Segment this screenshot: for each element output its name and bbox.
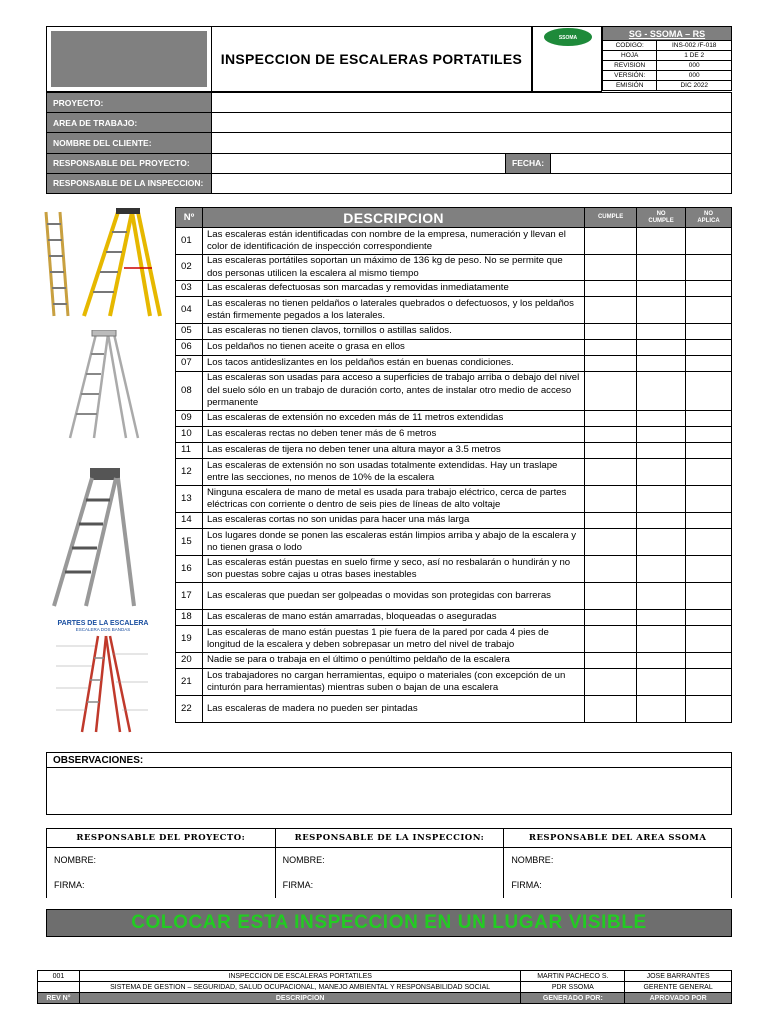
item-description: Las escaleras que puedan ser golpeadas o movidas son protegidas con barreras	[202, 583, 584, 610]
cumple-checkbox[interactable]	[585, 610, 637, 626]
cumple-checkbox[interactable]	[585, 626, 637, 653]
cliente-field[interactable]	[212, 133, 732, 153]
no-aplica-checkbox[interactable]	[686, 669, 732, 696]
no-cumple-checkbox[interactable]	[637, 486, 686, 513]
item-number: 05	[176, 324, 203, 340]
cumple-checkbox[interactable]	[585, 669, 637, 696]
approved-by-header: APROVADO POR	[625, 993, 732, 1004]
no-aplica-checkbox[interactable]	[686, 443, 732, 459]
checklist-row	[176, 653, 732, 669]
footer-description: INSPECCION DE ESCALERAS PORTATILES	[79, 971, 521, 982]
no-aplica-header: NO APLICA	[686, 208, 732, 228]
no-cumple-checkbox[interactable]	[637, 556, 686, 583]
generated-by-role: PDR SSOMA	[521, 982, 625, 993]
checklist-row	[176, 556, 732, 583]
no-aplica-checkbox[interactable]	[686, 324, 732, 340]
cumple-checkbox[interactable]	[585, 281, 637, 297]
system-title: SG - SSOMA – RS	[603, 27, 732, 41]
sign-col-proyecto: RESPONSABLE DEL PROYECTO:	[47, 829, 276, 848]
item-number: 01	[176, 228, 203, 255]
checklist-row	[176, 324, 732, 340]
item-description: Ninguna escalera de mano de metal es usada para trabajo eléctrico, cerca de partes eléctricas con corriente o dentro de seis pies de líneas de alto voltaje	[202, 486, 584, 513]
no-aplica-checkbox[interactable]	[686, 696, 732, 723]
no-cumple-checkbox[interactable]	[637, 356, 686, 372]
responsable-inspeccion-label: RESPONSABLE DE LA INSPECCION:	[47, 173, 212, 193]
no-cumple-checkbox[interactable]	[637, 459, 686, 486]
observations-box[interactable]	[46, 752, 732, 815]
visibility-banner: COLOCAR ESTA INSPECCION EN UN LUGAR VISIBLE	[46, 909, 732, 937]
sign-col-inspeccion: RESPONSABLE DE LA INSPECCION:	[275, 829, 504, 848]
cliente-label: NOMBRE DEL CLIENTE:	[47, 133, 212, 153]
no-aplica-checkbox[interactable]	[686, 281, 732, 297]
no-aplica-checkbox[interactable]	[686, 356, 732, 372]
no-cumple-checkbox[interactable]	[637, 443, 686, 459]
no-aplica-checkbox[interactable]	[686, 427, 732, 443]
item-description: Las escaleras defectuosas son marcadas y removidas inmediatamente	[202, 281, 584, 297]
approved-by-name: JOSE BARRANTES	[625, 971, 732, 982]
fecha-field[interactable]	[551, 153, 732, 173]
cumple-checkbox[interactable]	[585, 324, 637, 340]
proyecto-label: PROYECTO:	[47, 93, 212, 113]
cumple-checkbox[interactable]	[585, 486, 637, 513]
item-number: 20	[176, 653, 203, 669]
checklist-row	[176, 459, 732, 486]
firma-field-proyecto[interactable]: FIRMA:	[47, 873, 276, 898]
item-number: 13	[176, 486, 203, 513]
checklist-row	[176, 669, 732, 696]
responsable-proyecto-field[interactable]	[212, 153, 506, 173]
no-aplica-checkbox[interactable]	[686, 529, 732, 556]
item-description: Las escaleras rectas no deben tener más de 6 metros	[202, 427, 584, 443]
signature-table	[46, 828, 732, 898]
no-cumple-checkbox[interactable]	[637, 513, 686, 529]
cumple-checkbox[interactable]	[585, 372, 637, 411]
no-cumple-checkbox[interactable]	[637, 340, 686, 356]
nombre-field-proyecto[interactable]: NOMBRE:	[47, 848, 276, 873]
revision-footer-table	[37, 970, 732, 1004]
no-cumple-checkbox[interactable]	[637, 372, 686, 411]
checklist-row	[176, 610, 732, 626]
item-number: 19	[176, 626, 203, 653]
item-number: 06	[176, 340, 203, 356]
responsable-inspeccion-field[interactable]	[212, 173, 732, 193]
no-aplica-checkbox[interactable]	[686, 372, 732, 411]
svg-text:SSOMA: SSOMA	[558, 35, 578, 41]
item-number: 09	[176, 411, 203, 427]
code-row: REVISION 000	[603, 61, 732, 71]
company-logo	[532, 26, 602, 92]
item-description: Las escaleras de mano están puestas 1 pie fuera de la pared por cada 4 pies de longitud de la escalera y deben sobrepasar un metro del nivel de trabajo	[202, 626, 584, 653]
cumple-checkbox[interactable]	[585, 513, 637, 529]
item-description: Las escaleras son usadas para acceso a superficies de trabajo arriba o debajo del nivel del suelo sólo en un trabajo de duración corto, antes de instalar otro medio de acceso permanente	[202, 372, 584, 411]
cumple-checkbox[interactable]	[585, 459, 637, 486]
item-number: 15	[176, 529, 203, 556]
checklist-row	[176, 513, 732, 529]
num-header: Nº	[176, 208, 203, 228]
cumple-checkbox[interactable]	[585, 340, 637, 356]
cumple-checkbox[interactable]	[585, 228, 637, 255]
item-description: Los trabajadores no cargan herramientas, equipo o materiales (con excepción de un cinturón para herramientas) mientras suben o bajan de una escalera	[202, 669, 584, 696]
observations-label: OBSERVACIONES:	[47, 753, 731, 768]
item-description: Las escaleras de madera no pueden ser pintadas	[202, 696, 584, 723]
nombre-field-inspeccion[interactable]: NOMBRE:	[275, 848, 504, 873]
code-row: HOJA 1 DE 2	[603, 51, 732, 61]
no-aplica-checkbox[interactable]	[686, 556, 732, 583]
rev-header: REV N°	[38, 993, 80, 1004]
checklist-row	[176, 372, 732, 411]
checklist-row	[176, 486, 732, 513]
firma-field-inspeccion[interactable]: FIRMA:	[275, 873, 504, 898]
checklist-row	[176, 443, 732, 459]
no-aplica-checkbox[interactable]	[686, 411, 732, 427]
item-description: Las escaleras cortas no son unidas para hacer una más larga	[202, 513, 584, 529]
code-row: VERSIÓN: 000	[603, 71, 732, 81]
checklist-row	[176, 255, 732, 281]
no-cumple-checkbox[interactable]	[637, 669, 686, 696]
cumple-checkbox[interactable]	[585, 653, 637, 669]
no-aplica-checkbox[interactable]	[686, 583, 732, 610]
metal-step-ladder-illustration	[46, 468, 138, 610]
no-cumple-checkbox[interactable]	[637, 281, 686, 297]
header-logo-placeholder	[46, 26, 212, 92]
proyecto-field[interactable]	[212, 93, 732, 113]
area-label: AREA DE TRABAJO:	[47, 113, 212, 133]
checklist-row	[176, 626, 732, 653]
item-number: 12	[176, 459, 203, 486]
no-cumple-checkbox[interactable]	[637, 324, 686, 340]
cumple-header: CUMPLE	[585, 208, 637, 228]
responsable-proyecto-label: RESPONSABLE DEL PROYECTO:	[47, 153, 212, 173]
project-info-table	[46, 92, 732, 194]
no-aplica-checkbox[interactable]	[686, 610, 732, 626]
nombre-field-ssoma[interactable]: NOMBRE:	[504, 848, 732, 873]
item-number: 21	[176, 669, 203, 696]
no-aplica-checkbox[interactable]	[686, 486, 732, 513]
no-cumple-checkbox[interactable]	[637, 626, 686, 653]
item-description: Las escaleras de tijera no deben tener una altura mayor a 3.5 metros	[202, 443, 584, 459]
item-description: Las escaleras de extensión no son usadas totalmente extendidas. Hay un traslape entre las secciones, no menos de 10% de la escalera	[202, 459, 584, 486]
no-aplica-checkbox[interactable]	[686, 459, 732, 486]
item-description: Las escaleras de extensión no exceden más de 11 metros extendidas	[202, 411, 584, 427]
no-aplica-checkbox[interactable]	[686, 228, 732, 255]
cumple-checkbox[interactable]	[585, 583, 637, 610]
code-row: CODIGO: INS-002 /F-018	[603, 41, 732, 51]
item-description: Las escaleras de mano están amarradas, bloqueadas o aseguradas	[202, 610, 584, 626]
generated-by-header: GENERADO POR:	[521, 993, 625, 1004]
no-cumple-checkbox[interactable]	[637, 255, 686, 281]
checklist-row	[176, 427, 732, 443]
document-code-table	[602, 26, 732, 91]
item-number: 03	[176, 281, 203, 297]
generated-by-name: MARTIN PACHECO S.	[521, 971, 625, 982]
no-cumple-checkbox[interactable]	[637, 297, 686, 324]
item-number: 04	[176, 297, 203, 324]
item-description: Las escaleras portátiles soportan un máximo de 136 kg de peso. No se permite que dos personas utilicen la escalera al mismo tiempo	[202, 255, 584, 281]
fecha-label: FECHA:	[506, 153, 551, 173]
checklist-row	[176, 281, 732, 297]
item-description: Las escaleras están puestas en suelo firme y seco, así no resbalarán o hundirán y no son puestas sobre cajas u otras bases inestables	[202, 556, 584, 583]
form-title: INSPECCION DE ESCALERAS PORTATILES	[211, 26, 532, 92]
checklist-row	[176, 297, 732, 324]
cumple-checkbox[interactable]	[585, 356, 637, 372]
checklist-row	[176, 583, 732, 610]
item-description: Las escaleras no tienen clavos, tornillos o astillas salidos.	[202, 324, 584, 340]
firma-field-ssoma[interactable]: FIRMA:	[504, 873, 732, 898]
ladders-illustration	[40, 208, 164, 320]
ladder-parts-title: PARTES DE LA ESCALERA	[57, 620, 149, 627]
code-row: EMISIÓN DIC 2022	[603, 81, 732, 91]
cumple-checkbox[interactable]	[585, 696, 637, 723]
item-description: Los peldaños no tienen aceite o grasa en ellos	[202, 340, 584, 356]
cumple-checkbox[interactable]	[585, 411, 637, 427]
checklist-row	[176, 228, 732, 255]
item-number: 10	[176, 427, 203, 443]
no-cumple-checkbox[interactable]	[637, 529, 686, 556]
no-cumple-checkbox[interactable]	[637, 696, 686, 723]
cumple-checkbox[interactable]	[585, 427, 637, 443]
no-aplica-checkbox[interactable]	[686, 255, 732, 281]
no-aplica-checkbox[interactable]	[686, 297, 732, 324]
no-cumple-checkbox[interactable]	[637, 610, 686, 626]
item-number: 08	[176, 372, 203, 411]
item-description: Los tacos antideslizantes en los peldaños están en buenas condiciones.	[202, 356, 584, 372]
no-cumple-checkbox[interactable]	[637, 228, 686, 255]
item-description: Nadie se para o trabaja en el último o penúltimo peldaño de la escalera	[202, 653, 584, 669]
ladder-parts-diagram	[40, 620, 166, 740]
checklist-row	[176, 411, 732, 427]
ladder-parts-subtitle: ESCALERA DOS BANDAS	[75, 627, 131, 632]
cumple-checkbox[interactable]	[585, 297, 637, 324]
no-aplica-checkbox[interactable]	[686, 626, 732, 653]
cumple-checkbox[interactable]	[585, 443, 637, 459]
rev-number: 001	[38, 971, 80, 982]
item-number: 18	[176, 610, 203, 626]
step-ladder-aluminum-illustration	[64, 330, 144, 442]
item-number: 17	[176, 583, 203, 610]
cumple-checkbox[interactable]	[585, 529, 637, 556]
no-cumple-header: NO CUMPLE	[637, 208, 686, 228]
inspection-checklist	[175, 207, 732, 723]
checklist-row	[176, 356, 732, 372]
footer-system: SISTEMA DE GESTION – SEGURIDAD, SALUD OCUPACIONAL, MANEJO AMBIENTAL Y RESPONSABILIDAD SOCIAL	[79, 982, 521, 993]
area-field[interactable]	[212, 113, 732, 133]
item-number: 22	[176, 696, 203, 723]
item-number: 07	[176, 356, 203, 372]
cumple-checkbox[interactable]	[585, 255, 637, 281]
item-number: 14	[176, 513, 203, 529]
no-cumple-checkbox[interactable]	[637, 653, 686, 669]
no-cumple-checkbox[interactable]	[637, 411, 686, 427]
item-number: 16	[176, 556, 203, 583]
no-aplica-checkbox[interactable]	[686, 653, 732, 669]
checklist-row	[176, 340, 732, 356]
no-cumple-checkbox[interactable]	[637, 583, 686, 610]
item-description: Las escaleras no tienen peldaños o laterales quebrados o defectuosos, y los peldaños están firmemente pegados a los laterales.	[202, 297, 584, 324]
no-aplica-checkbox[interactable]	[686, 513, 732, 529]
item-description: Las escaleras están identificadas con nombre de la empresa, numeración y llevan el color de identificación de inspección correspondiente	[202, 228, 584, 255]
checklist-row	[176, 529, 732, 556]
description-footer-header: DESCRIPCION	[79, 993, 521, 1004]
approved-by-role: GERENTE GENERAL	[625, 982, 732, 993]
ladder-parts-drawing	[40, 632, 166, 736]
no-aplica-checkbox[interactable]	[686, 340, 732, 356]
item-number: 11	[176, 443, 203, 459]
cumple-checkbox[interactable]	[585, 556, 637, 583]
item-description: Los lugares donde se ponen las escaleras están limpios arriba y abajo de la escalera y no tienen grasa o lodo	[202, 529, 584, 556]
no-cumple-checkbox[interactable]	[637, 427, 686, 443]
checklist-row	[176, 696, 732, 723]
sign-col-ssoma: RESPONSABLE DEL AREA SSOMA	[504, 829, 732, 848]
description-header: DESCRIPCION	[202, 208, 584, 228]
item-number: 02	[176, 255, 203, 281]
